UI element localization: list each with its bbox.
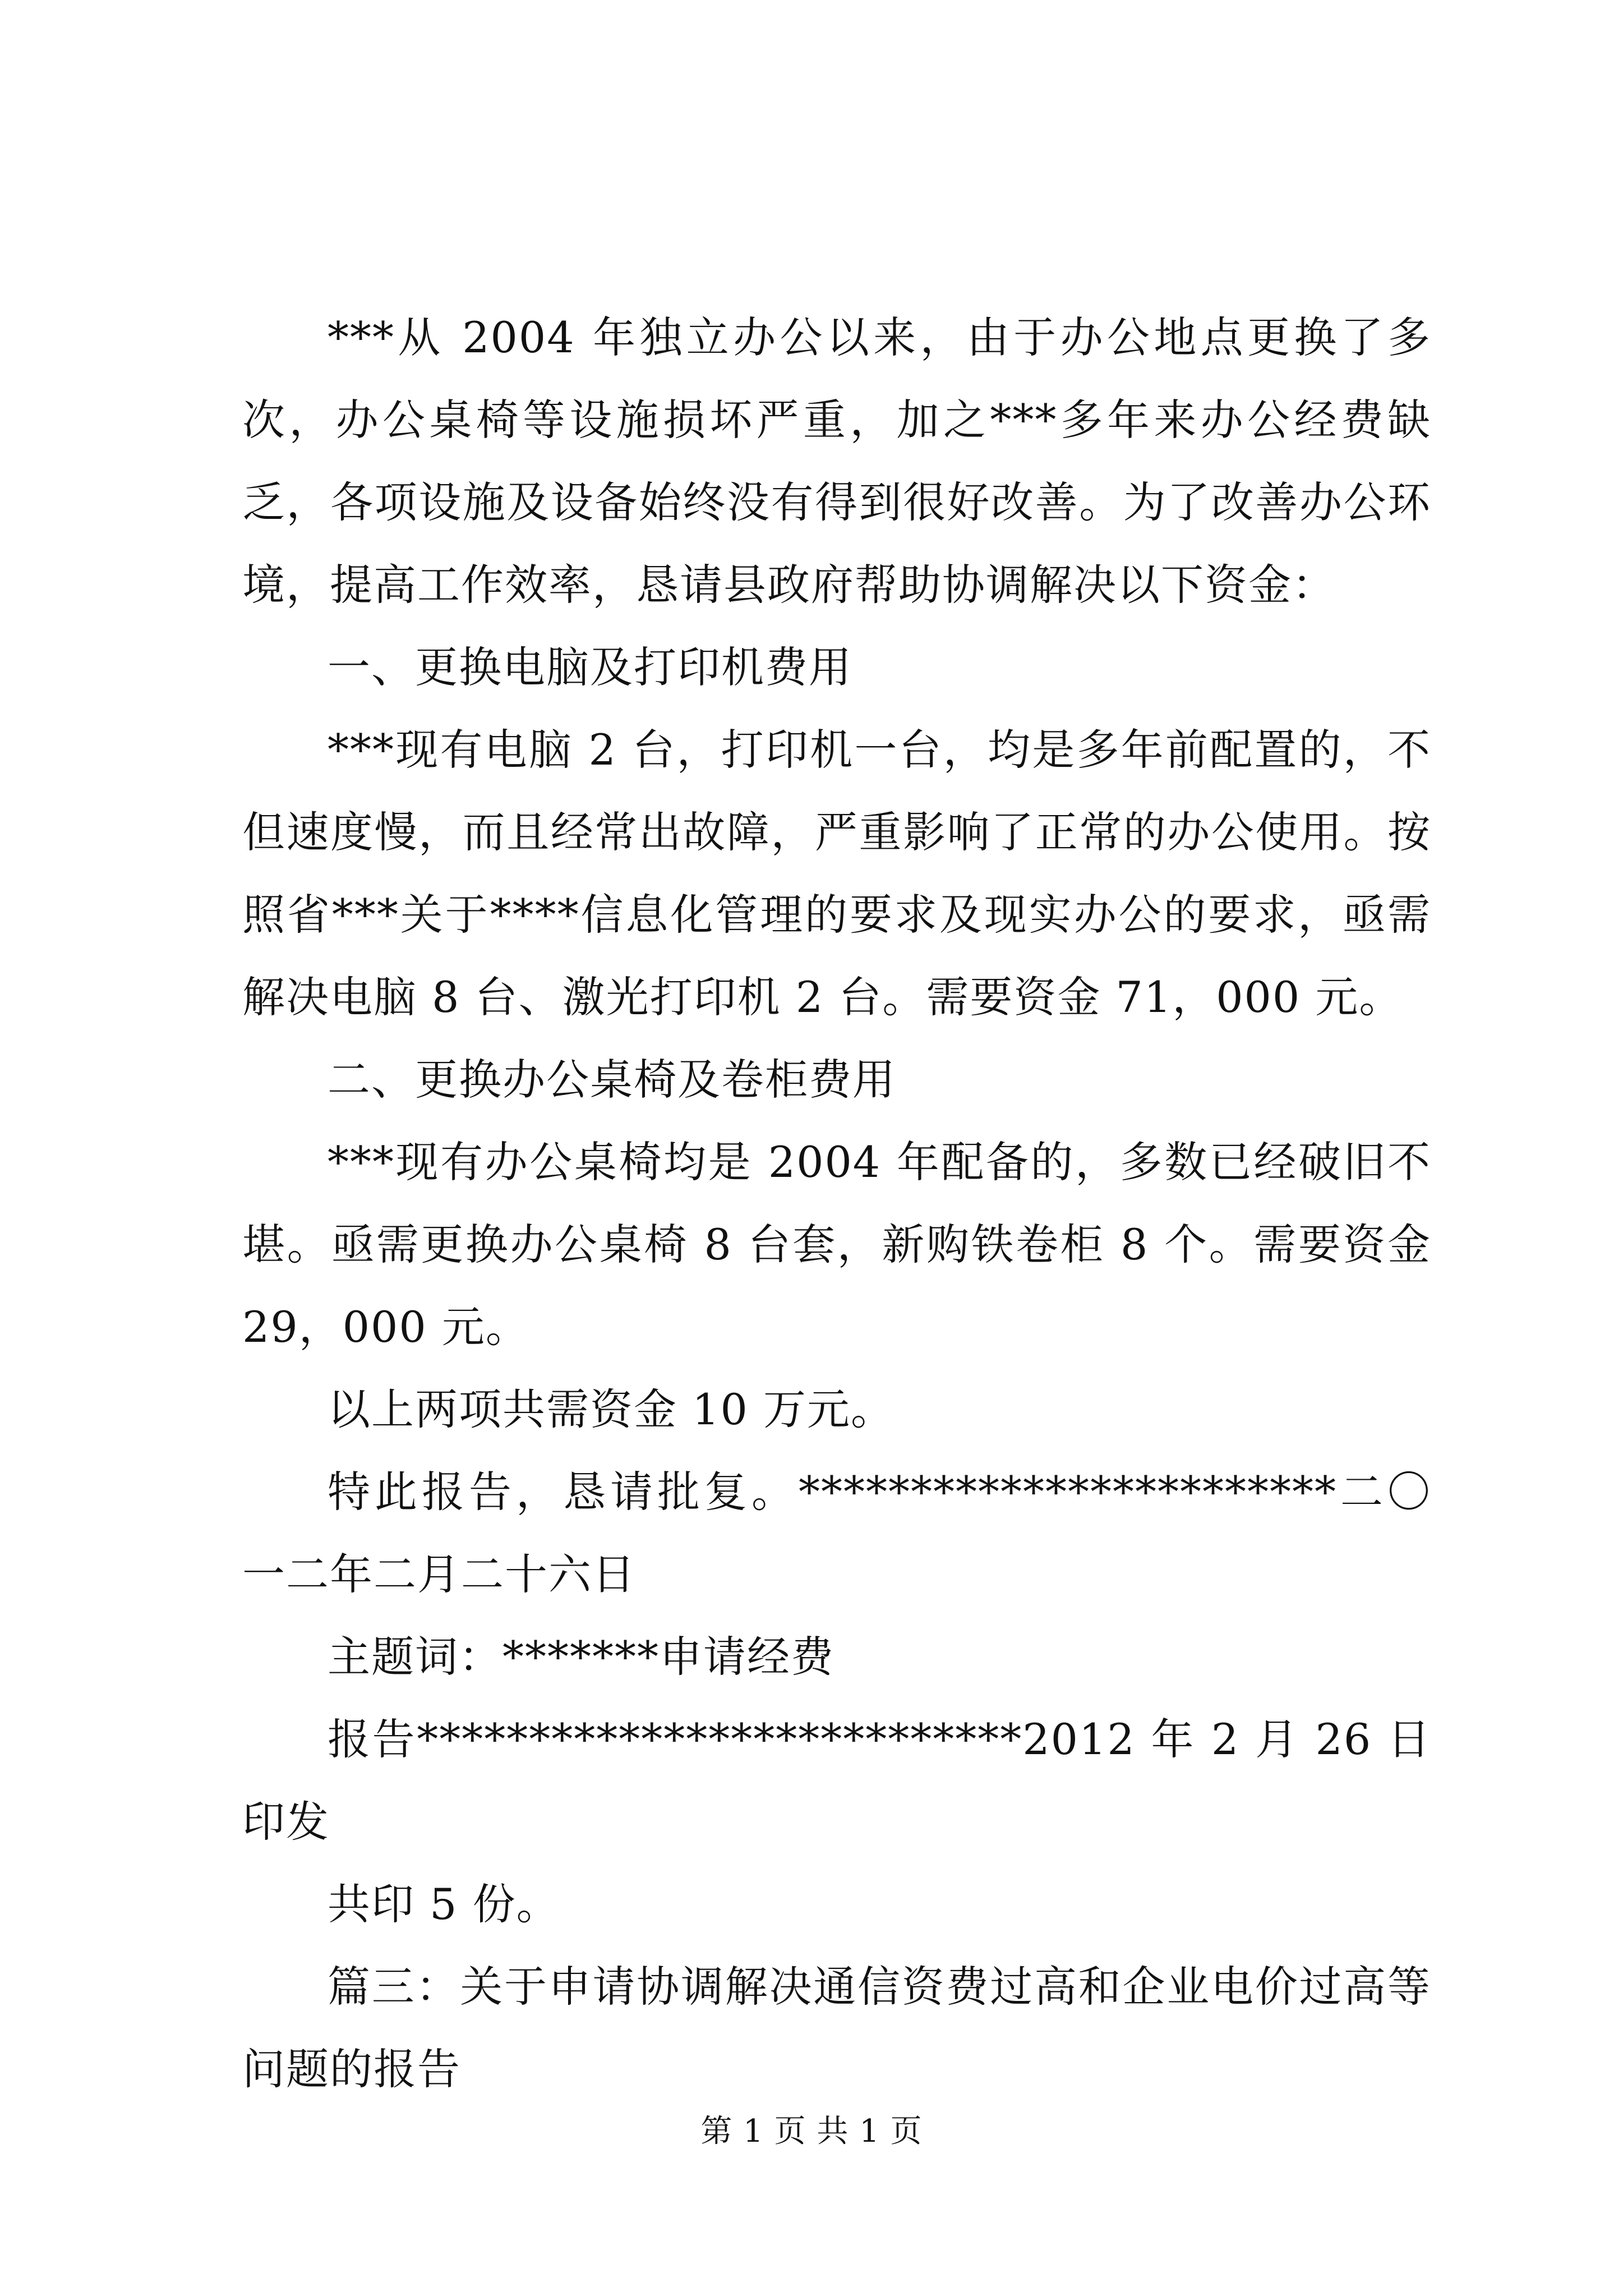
section-heading-furniture: 二、更换办公桌椅及卷柜费用 <box>328 1055 896 1105</box>
paragraph-article-three-title: 篇三：关于申请协调解决通信资费过高和企业电价过高等问题的报告 <box>242 1962 1431 2094</box>
paragraph-total: 以上两项共需资金 10 万元。 <box>328 1384 895 1434</box>
paragraph-subject-words: 主题词：*******申请经费 <box>328 1632 834 1682</box>
section-heading-computers: 一、更换电脑及打印机费用 <box>328 642 852 692</box>
paragraph-computers: ***现有电脑 2 台，打印机一台，均是多年前配置的，不但速度慢，而且经常出故障，严重影响了正常的办公使用。按照省***关于****信息化管理的要求及现实办公的要求，亟需解决电脑 8 台、激光打印机 2 台。需要资金 71，000 元。 <box>242 725 1431 1022</box>
paragraph-closing-date: 特此报告，恳请批复。************************二〇一二年二月二十六日 <box>242 1467 1431 1599</box>
paragraph-issue-line: 报告***************************2012 年 2 月 26 日印发 <box>242 1714 1431 1847</box>
document-body <box>242 296 1431 2110</box>
paragraph-furniture: ***现有办公桌椅均是 2004 年配备的，多数已经破旧不堪。亟需更换办公桌椅 8 台套，新购铁卷柜 8 个。需要资金 29，000 元。 <box>242 1137 1431 1352</box>
paragraph-intro: ***从 2004 年独立办公以来，由于办公地点更换了多次，办公桌椅等设施损坏严重，加之***多年来办公经费缺乏，各项设施及设备始终没有得到很好改善。为了改善办公环境，提高工作效率，恳请县政府帮助协调解决以下资金： <box>242 312 1431 610</box>
page-footer: 第 1 页 共 1 页 <box>700 2113 923 2150</box>
paragraph-copies: 共印 5 份。 <box>328 1879 560 1929</box>
